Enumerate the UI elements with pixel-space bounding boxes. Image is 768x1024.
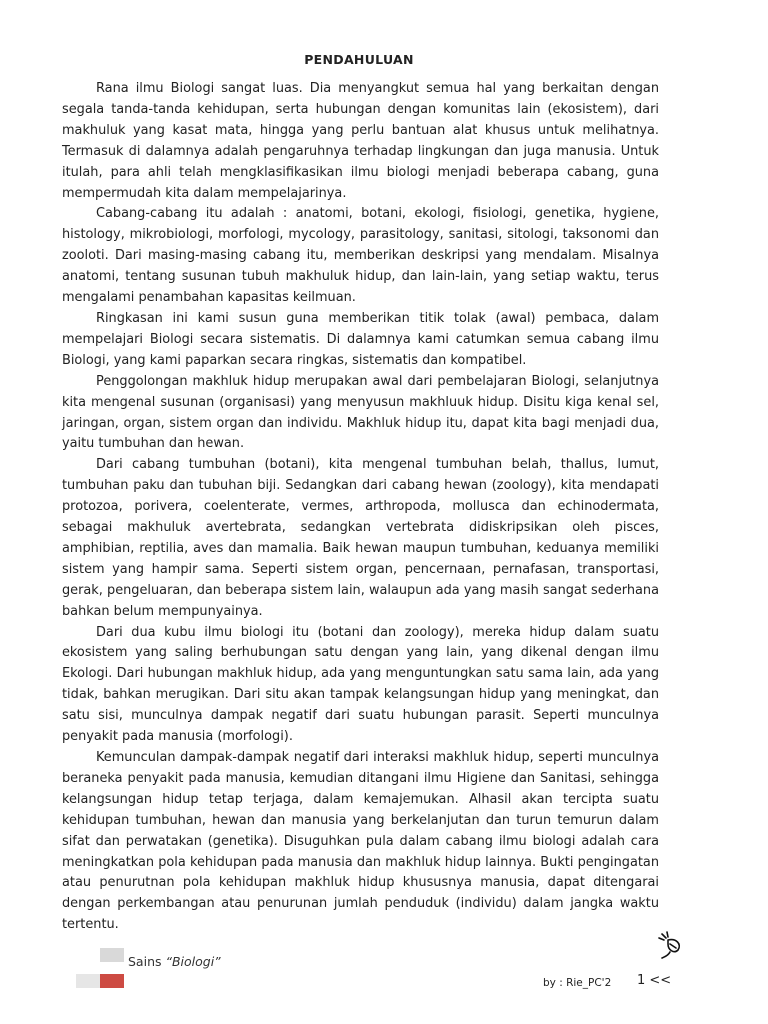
footer-subject-name: “Biologi” [165, 954, 221, 969]
paragraph: Penggolongan makhluk hidup merupakan awal dari pembelajaran Biologi, selanjutnya kita mengenal susunan (organisasi) yang menyusun makhluuk hidup. Disitu kiga kenal sel, jaringan, organ, sistem organ dan individu. Makhluk hidup itu, dapat kita bagi menjadi dua, yaitu tumbuhan dan hewan. [62, 373, 659, 452]
footer-byline: by : Rie_PC'2 [543, 977, 612, 989]
paragraph: Kemunculan dampak-dampak negatif dari interaksi makhluk hidup, seperti munculnya beraneka penyakit pada manusia, kemudian ditangani ilmu Higiene dan Sanitasi, sehingga kelangsungan hidup tetap terjaga, dalam kemajemukan. Alhasil akan tercipta suatu kehidupan tumbuhan, hewan dan manusia yang berkelanjutan dan turun temurun dalam sifat dan perwatakan (genetika). Disuguhkan pula dalam cabang ilmu biologi adalah cara meningkatkan pola kehidupan pada manusia dan makhluk hidup lainnya. Bukti pengingatan atau penurutnan pola kehidupan makhluk hidup khususnya manusia, dapat ditengarai dengan perkembangan atau penurunan jumlah penduduk (individu) dalam jangka waktu tertentu. [62, 750, 659, 933]
body-text [62, 79, 659, 936]
paragraph: Dari dua kubu ilmu biologi itu (botani dan zoology), mereka hidup dalam suatu ekosistem yang saling berhubungan satu dengan yang lain, yang dikenal dengan ilmu Ekologi. Dari hubungan makhluk hidup, ada yang menguntungkan satu sama lain, ada yang tidak, bahkan merugikan. Dari situ akan tampak kelangsungan hidup yang meningkat, dan satu sisi, munculnya dampak negatif dari suatu hubungan parasit. Seperti munculnya penyakit pada manusia (morfologi). [62, 624, 659, 745]
pen-doodle-icon [656, 930, 686, 960]
page-title: PENDAHULUAN [304, 52, 414, 67]
paragraph: Ringkasan ini kami susun guna memberikan titik tolak (awal) pembaca, dalam mempelajari Biologi secara sistematis. Di dalamnya kami catumkan semua cabang ilmu Biologi, yang kami paparkan secara ringkas, sistematis dan kompatibel. [62, 310, 659, 368]
footer-block [100, 948, 124, 962]
footer-block [100, 974, 124, 988]
page-number: 1 << [637, 973, 672, 988]
paragraph: Dari cabang tumbuhan (botani), kita mengenal tumbuhan belah, thallus, lumut, tumbuhan paku dan tubuhan biji. Sedangkan dari cabang hewan (zoology), kita mendapati protozoa, porivera, coelenterate, vermes, arthropoda, mollusca dan echinodermata, sebagai makhuluk avertebrata, sedangkan vertebrata didiskripsikan oleh pisces, amphibian, reptilia, aves dan mamalia. Baik hewan maupun tumbuhan, keduanya memiliki sistem yang hampir sama. Seperti sistem organ, pencernaan, pernafasan, transportasi, gerak, pengeluaran, dan beberapa sistem lain, walaupun ada yang masih sangat sederhana bahkan belum mempunyainya. [62, 457, 659, 619]
paragraph: Rana ilmu Biologi sangat luas. Dia menyangkut semua hal yang berkaitan dengan segala tanda-tanda kehidupan, serta hubungan dengan komunitas lain (ekosistem), dari makhuluk yang kasat mata, hingga yang perlu bantuan alat khusus untuk melihatnya. Termasuk di dalamnya adalah pengaruhnya terhadap lingkungan dan juga manusia. Untuk itulah, para ahli telah mengklasifikasikan ilmu biologi menjadi beberapa cabang, guna mempermudah kita dalam mempelajarinya. [62, 81, 659, 201]
footer-block [76, 974, 100, 988]
footer-sains-label: Sains [128, 954, 166, 969]
footer-subject [128, 954, 221, 969]
paragraph: Cabang-cabang itu adalah : anatomi, botani, ekologi, fisiologi, genetika, hygiene, histology, mikrobiologi, morfologi, mycology, parasitology, sanitasi, sitologi, taksonomi dan zooloti. Dari masing-masing cabang itu, memberikan deskripsi yang mendalam. Misalnya anatomi, tentang susunan tubuh makhuluk hidup, dan lain-lain, yang setiap waktu, terus mengalami penambahan kapasitas keilmuan. [62, 206, 659, 306]
